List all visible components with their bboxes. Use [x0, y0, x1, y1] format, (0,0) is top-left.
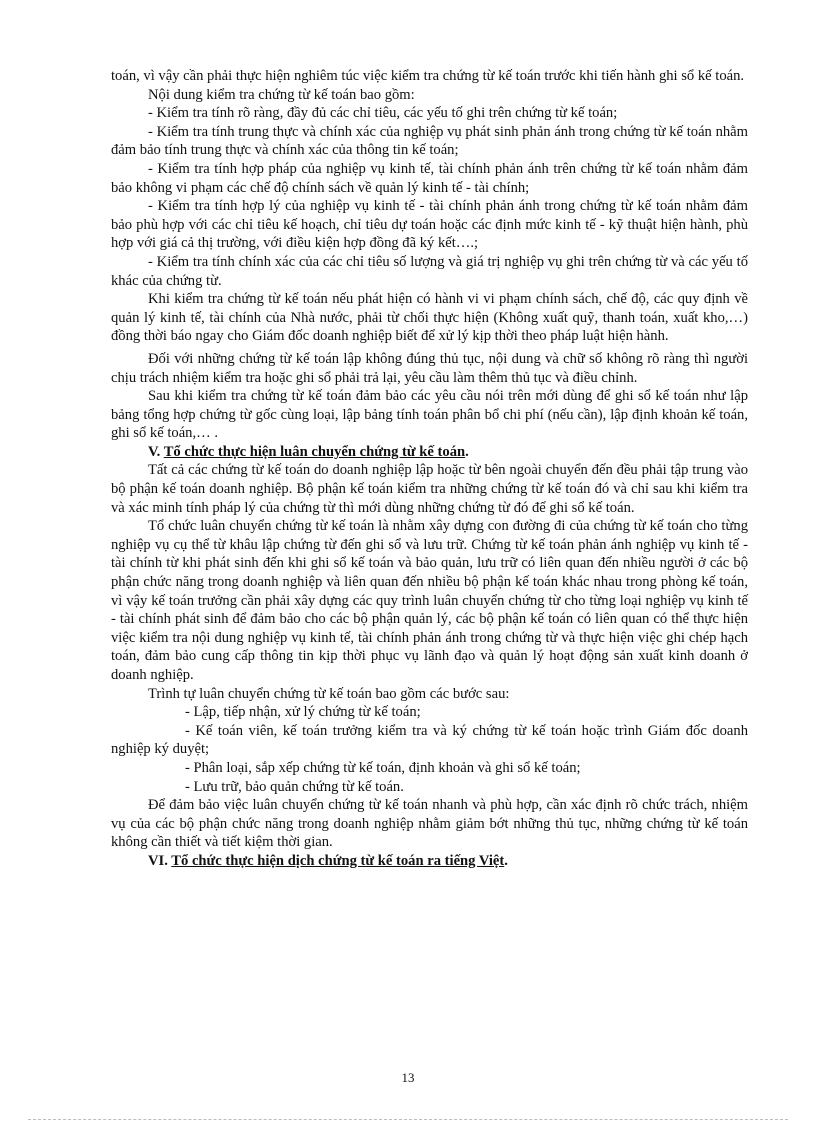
- section-title: Tổ chức thực hiện dịch chứng từ kế toán ra tiếng Việt: [171, 852, 505, 869]
- section-heading-5: [111, 443, 748, 462]
- list-item: - Kế toán viên, kế toán trưởng kiểm tra và ký chứng từ kế toán hoặc trình Giám đốc doanh nghiệp ký duyệt;: [111, 722, 748, 758]
- section-number: VI.: [148, 852, 168, 869]
- paragraph: Tất cả các chứng từ kế toán do doanh nghiệp lập hoặc từ bên ngoài chuyển đến đều phải tập trung vào bộ phận kế toán doanh nghiệp. Bộ phận kế toán kiểm tra những chứng từ kế toán đó và chỉ sau khi kiểm tra và xác minh tính pháp lý của chứng từ thì mới dùng những chứng từ đó để ghi sổ kế toán.: [111, 462, 748, 516]
- list-item: - Kiểm tra tính trung thực và chính xác của nghiệp vụ phát sinh phản ánh trong chứng từ kế toán nhằm đảm bảo tính trung thực và chính xác của thông tin kế toán;: [111, 123, 748, 159]
- list-item: - Lưu trữ, bảo quản chứng từ kế toán.: [185, 778, 404, 795]
- paragraph: Tổ chức luân chuyển chứng từ kế toán là nhằm xây dựng con đường đi của chứng từ kế toán cho từng nghiệp vụ cụ thể từ khâu lập chứng từ đến ghi sổ và lưu trữ. Chứng từ kế toán phản ánh nghiệp vụ kinh tế - tài chính từ khi phát sinh đến khi ghi sổ kế toán và bảo quản, lưu trữ có liên quan đến nhiều người ở các bộ phận chức năng trong doanh nghiệp và liên quan đến nhiều bộ phận kế toán khác nhau trong phòng kế toán, vì vậy kế toán trưởng cần phải xây dựng các quy trình luân chuyển chứng từ cho từng loại nghiệp vụ kinh tế - tài chính phát sinh để đảm bảo cho các bộ phận quản lý, các bộ phận kế toán có liên quan có thể thực hiện việc kiểm tra nội dung nghiệp vụ kinh tế, tài chính phản ánh trong chứng từ và thực hiện việc ghi chép hạch toán, đảm bảo cung cấp thông tin kịp thời phục vụ lãnh đạo và quản lý hoạt động sản xuất kinh doanh ở doanh nghiệp.: [111, 518, 748, 683]
- section-number: V.: [148, 443, 161, 460]
- paragraph: Đối với những chứng từ kế toán lập không đúng thủ tục, nội dung và chữ số không rõ ràng thì người chịu trách nhiệm kiểm tra hoặc ghi sổ phải trả lại, yêu cầu làm thêm thủ tục và điều chỉnh.: [111, 350, 748, 386]
- section-title-end: .: [504, 852, 508, 869]
- section-heading-6: [111, 852, 748, 871]
- page-number: 13: [401, 1070, 415, 1085]
- paragraph: Để đảm bảo việc luân chuyển chứng từ kế toán nhanh và phù hợp, cần xác định rõ chức trách, nhiệm vụ của các bộ phận chức năng trong doanh nghiệp nhằm giảm bớt những thủ tục, những chứng từ kế toán không cần thiết và tiết kiệm thời gian.: [111, 797, 748, 851]
- list-item: - Lập, tiếp nhận, xử lý chứng từ kế toán;: [185, 704, 421, 721]
- section-title: Tổ chức thực hiện luân chuyển chứng từ kế toán: [163, 443, 466, 460]
- paragraph: Trình tự luân chuyển chứng từ kế toán bao gồm các bước sau:: [148, 685, 510, 702]
- list-item: - Kiểm tra tính hợp lý của nghiệp vụ kinh tế - tài chính phản ánh trong chứng từ kế toán nhằm đảm bảo phù hợp với các chỉ tiêu kế hoạch, chỉ tiêu dự toán hoặc các định mức kinh tế - kỹ thuật hiện hành, phù hợp với giá cả thị trường, với điều kiện hợp đồng đã ký kết….;: [111, 198, 748, 252]
- list-item: - Kiểm tra tính rõ ràng, đầy đủ các chỉ tiêu, các yếu tố ghi trên chứng từ kế toán;: [148, 105, 618, 122]
- list-item: - Kiểm tra tính hợp pháp của nghiệp vụ kinh tế, tài chính phản ánh trên chứng từ kế toán nhằm đảm bảo không vi phạm các chế độ chính sách về quản lý kinh tế - tài chính;: [111, 160, 748, 196]
- list-item: - Kiểm tra tính chính xác của các chỉ tiêu số lượng và giá trị nghiệp vụ ghi trên chứng từ và các yếu tố khác của chứng từ.: [111, 253, 748, 289]
- paragraph: Nội dung kiểm tra chứng từ kế toán bao gồm:: [148, 86, 415, 103]
- paragraph: toán, vì vậy cần phải thực hiện nghiêm túc việc kiểm tra chứng từ kế toán trước khi tiến hành ghi sổ kế toán.: [111, 68, 745, 84]
- list-item: - Phân loại, sắp xếp chứng từ kế toán, định khoản và ghi sổ kế toán;: [185, 759, 581, 776]
- paragraph: Khi kiểm tra chứng từ kế toán nếu phát hiện có hành vi vi phạm chính sách, chế độ, các quy định về quản lý kinh tế, tài chính của Nhà nước, phải từ chối thực hiện (Không xuất quỹ, thanh toán, xuất kho,…) đồng thời báo ngay cho Giám đốc doanh nghiệp biết để xử lý kịp thời theo pháp luật hiện hành.: [111, 291, 748, 345]
- paragraph: Sau khi kiểm tra chứng từ kế toán đảm bảo các yêu cầu nói trên mới dùng để ghi sổ kế toán như lập bảng tổng hợp chứng từ gốc cùng loại, lập bảng tính toán phân bổ chi phí (nếu cần), lập định khoản kế toán, ghi sổ kế toán,… .: [111, 388, 748, 442]
- page-body: [111, 67, 748, 871]
- page-footer-divider: [28, 1119, 788, 1120]
- section-title-end: .: [465, 443, 469, 460]
